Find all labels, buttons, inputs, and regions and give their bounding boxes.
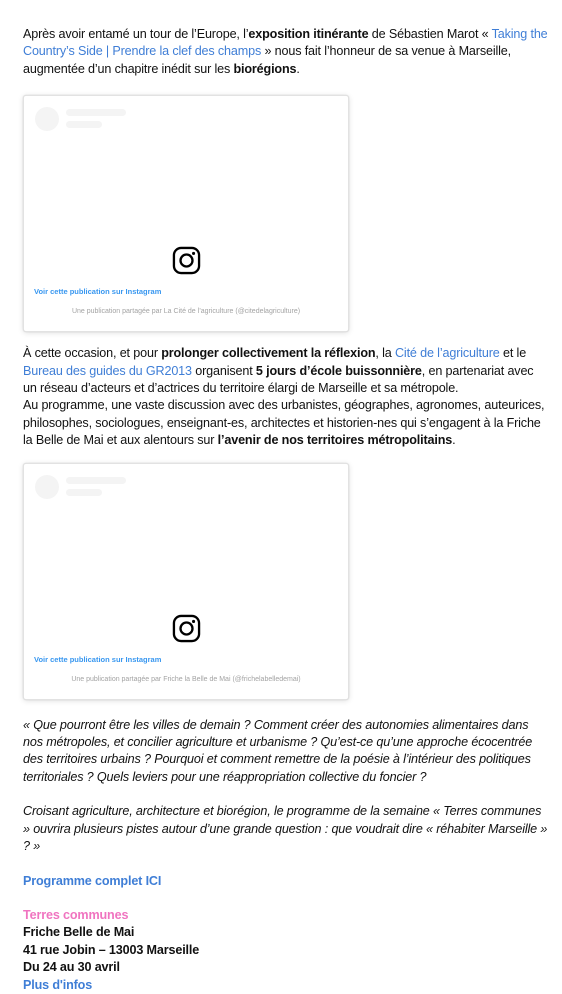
intro-text: Après avoir entamé un tour de l’Europe, l’ [23,27,249,41]
intro-bold-exposition: exposition itinérante [248,27,369,41]
instagram-embed-1[interactable] [23,95,349,332]
embed-credit-prefix: Une publication partagée par [71,675,164,683]
bold-text: 5 jours d’école buissonnière [255,363,422,378]
embed-credit-account[interactable]: La Cité de l’agriculture (@citedelagriculture) [163,308,301,316]
event-details [23,907,548,994]
program-complete-link[interactable]: Programme complet ICI [23,873,162,888]
embed-line-placeholder [66,477,126,484]
bureau-des-guides-link[interactable]: Bureau des guides du GR2013 [23,363,192,378]
embed-avatar-placeholder [35,107,59,131]
bold-text: l’avenir de nos territoires métropolitains [217,433,453,448]
text: et le [499,346,527,361]
embed-credit [24,308,348,315]
taking-the-countrys-side-link[interactable]: Taking the Country’s Side | Prendre la clef des champs [23,27,548,59]
view-on-instagram-link[interactable]: Voir cette publication sur Instagram [34,287,162,297]
event-title: Terres communes [23,907,129,922]
bold-text: prolonger collectivement la réflexion [161,346,376,361]
intro-paragraph [23,26,548,78]
program-paragraph [23,873,548,890]
text: organisent [191,363,256,378]
event-dates: Du 24 au 30 avril [23,960,120,975]
quote-text: Croisant agriculture, architecture et biorégion, le programme de la semaine « Terres communes » ouvrira plusieurs pistes autour d’une grande question : que voudrait dire « réhabiter Marseille » ? » [23,804,548,854]
quote-paragraph [23,717,548,787]
embed-line-placeholder [66,121,102,128]
embed-avatar-placeholder [35,475,59,499]
cite-agriculture-link[interactable]: Cité de l’agriculture [394,346,500,361]
view-on-instagram-link[interactable]: Voir cette publication sur Instagram [34,654,162,664]
embed-line-placeholder [66,109,126,116]
event-venue: Friche Belle de Mai [23,925,135,940]
quote-paragraph-2 [23,803,548,855]
event-address: 41 rue Jobin – 13003 Marseille [23,942,200,957]
intro-bold-bioregions: biorégions [233,61,297,76]
embed-credit-account[interactable]: Friche la Belle de Mai (@frichelabelledemai) [163,675,301,683]
instagram-icon[interactable] [172,246,201,275]
text: . [452,433,456,448]
intro-text: » nous fait l’honneur de sa venue à Marseille, augmentée d’un chapitre inédit sur les [23,44,511,76]
more-info-link[interactable]: Plus d'infos [23,977,93,992]
embed-line-placeholder [66,489,102,496]
text: À cette occasion, et pour [23,346,162,361]
text: Au programme, une vaste discussion avec des urbanistes, géographes, agronomes, auteurices, philosophes, sociologues, enseignant-es, architectes et historien-nes qui s’engagent à la Friche la Belle de Mai et aux alentours sur [23,398,545,448]
intro-text: . [296,61,300,76]
event-paragraph [23,345,548,449]
text: , la [375,346,395,361]
embed-credit [24,676,348,683]
instagram-icon[interactable] [172,614,201,643]
intro-text: de Sébastien Marot « [368,27,492,41]
embed-credit-prefix: Une publication partagée par [71,308,164,316]
article-body [23,26,548,994]
quote-text: « Que pourront être les villes de demain ? Comment créer des autonomies alimentaires dans nos métropoles, et concilier agriculture et urbanisme ? Qu’est-ce qu’une approche écocentrée des territoires urbains ? Pourquoi et comment remettre de la poésie à l’intérieur des politiques territoriales ? Quels leviers pour une réappropriation collective du foncier ? [23,717,533,784]
text: , en partenariat avec un réseau d’acteurs et d’actrices du territoire élargi de Marseille et sa métropole. [23,363,534,396]
instagram-embed-2[interactable] [23,463,349,700]
